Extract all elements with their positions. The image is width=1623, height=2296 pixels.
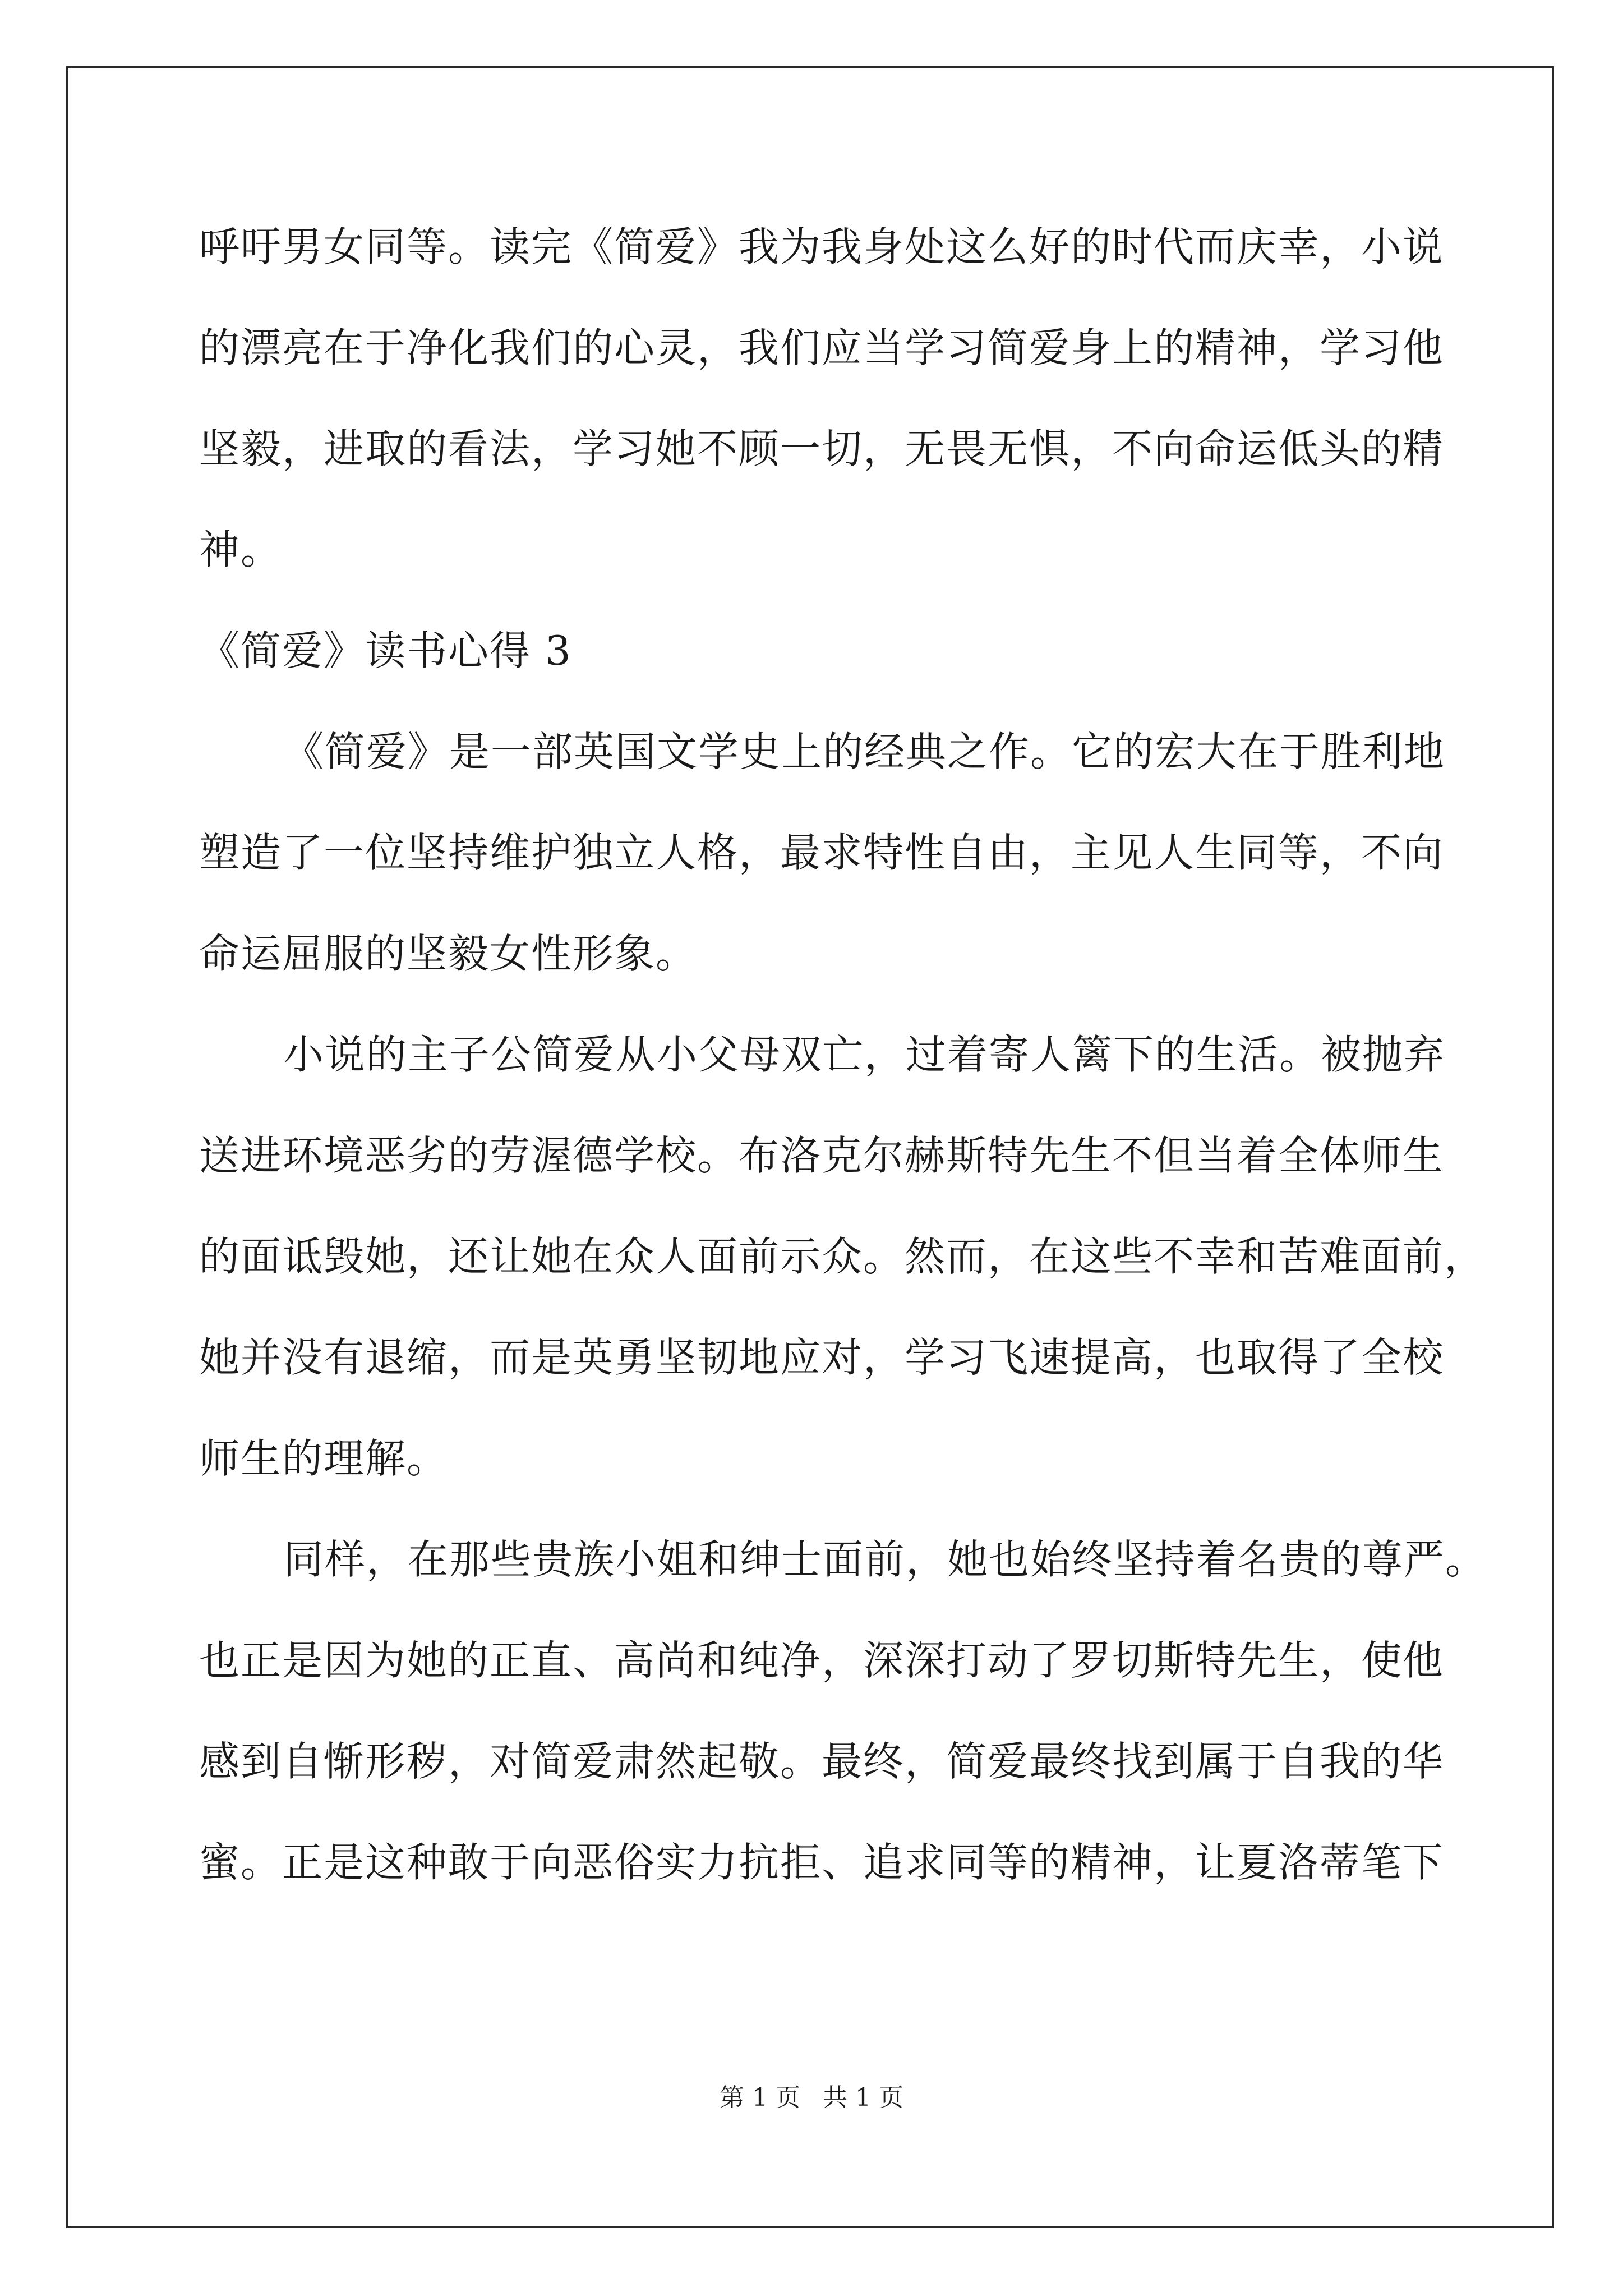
paragraph-line: 坚毅，进取的看法，学习她不顾一切，无畏无惧，不向命运低头的精	[199, 425, 1445, 472]
document-body	[199, 196, 1487, 1913]
paragraph-line: 蜜。正是这种敢于向恶俗实力抗拒、追求同等的精神，让夏洛蒂笔下	[199, 1839, 1445, 1886]
paragraph-line: 送进环境恶劣的劳渥德学校。布洛克尔赫斯特先生不但当着全体师生	[199, 1132, 1445, 1179]
paragraph-line: 呼吁男女同等。读完《简爱》我为我身处这么好的时代而庆幸，小说	[199, 223, 1445, 270]
paragraph-line: 同样，在那些贵族小姐和绅士面前，她也始终坚持着名贵的尊严。	[283, 1536, 1487, 1583]
paragraph-line: 的面诋毁她，还让她在众人面前示众。然而，在这些不幸和苦难面前，	[199, 1233, 1486, 1280]
paragraph-line: 的漂亮在于净化我们的心灵，我们应当学习简爱身上的精神，学习他	[199, 324, 1445, 371]
page-footer	[0, 2081, 1623, 2115]
paragraph-line: 塑造了一位坚持维护独立人格，最求特性自由，主见人生同等，不向	[199, 829, 1445, 876]
page-number-total: 共 1 页	[823, 2083, 903, 2112]
paragraph-line: 感到自惭形秽，对简爱肃然起敬。最终，简爱最终找到属于自我的华	[199, 1738, 1445, 1785]
paragraph-line: 师生的理解。	[199, 1435, 449, 1482]
paragraph-line: 她并没有退缩，而是英勇坚韧地应对，学习飞速提高，也取得了全校	[199, 1334, 1445, 1381]
paragraph-line: 小说的主子公简爱从小父母双亡，过着寄人篱下的生活。被抛弃	[283, 1031, 1446, 1078]
page-number-current: 第 1 页	[720, 2083, 800, 2112]
paragraph-line: 也正是因为她的正直、高尚和纯净，深深打动了罗切斯特先生，使他	[199, 1637, 1445, 1684]
paragraph-line: 《简爱》是一部英国文学史上的经典之作。它的宏大在于胜利地	[283, 728, 1446, 775]
paragraph-line: 命运屈服的坚毅女性形象。	[199, 930, 698, 977]
paragraph-line: 神。	[199, 526, 283, 573]
section-heading: 《简爱》读书心得 3	[199, 627, 572, 674]
